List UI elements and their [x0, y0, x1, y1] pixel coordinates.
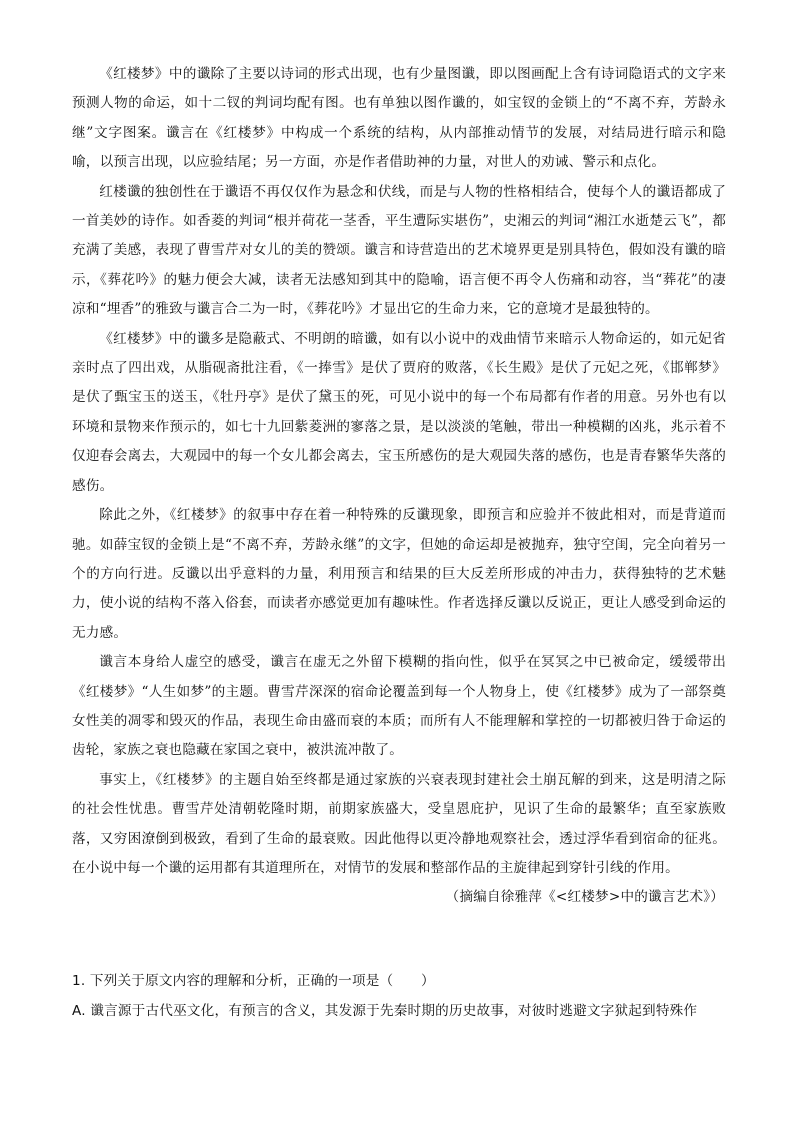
paragraph: 《红楼梦》中的谶多是隐蔽式、不明朗的暗谶，如有以小说中的戏曲情节来暗示人物命运的，如元妃省亲时点了四出戏，从脂砚斋批注看，《一捧雪》是伏了贾府的败落，《长生殿》是伏了元妃之死，《邯郸梦》是伏了甄宝玉的送玉，《牡丹亭》是伏了黛玉的死，可见小说中的每一个布局都有作者的用意。另外也有以环境和景物来作预示的，如七十九回紫菱洲的寥落之景，是以淡淡的笔触，带出一种模糊的凶兆，兆示着不仅迎春会离去，大观园中的每一个女儿都会离去，宝玉所感伤的是大观园失落的感伤，也是青春繁华失落的感伤。: [72, 330, 726, 494]
paragraph: 红楼谶的独创性在于谶语不再仅仅作为悬念和伏线，而是与人物的性格相结合，使每个人的谶语都成了一首美妙的诗作。如香菱的判词“根并荷花一茎香，平生遭际实堪伤”，史湘云的判词“湘江水逝楚云飞”，都充满了美感，表现了曹雪芹对女儿的美的赞颂。谶言和诗营造出的艺术境界更是别具特色，假如没有谶的暗示，《葬花吟》的魅力便会大减，读者无法感知到其中的隐喻，语言便不再令人伤痛和动容，当“葬花”的凄凉和“埋香”的雅致与谶言合二为一时，《葬花吟》才显出它的生命力来，它的意境才是最独特的。: [72, 183, 726, 318]
paragraph: 事实上，《红楼梦》的主题自始至终都是通过家族的兴衰表现封建社会土崩瓦解的到来，这是明清之际的社会性忧患。曹雪芹处清朝乾隆时期，前期家族盛大，受皇恩庇护，见识了生命的最繁华；直至家族败落，又穷困潦倒到极致，看到了生命的最衰败。因此他得以更冷静地观察社会，透过浮华看到宿命的征兆。在小说中每一个谶的运用都有其道理所在，对情节的发展和整部作品的主旋律起到穿针引线的作用。: [72, 771, 726, 876]
question-section: [72, 966, 726, 1026]
source-citation: （摘编自徐雅萍《<红楼梦>中的谶言艺术》）: [445, 889, 724, 906]
question-stem: 1. 下列关于原文内容的理解和分析，正确的一项是（ ）: [72, 973, 435, 989]
article-body: [72, 60, 726, 913]
answer-option-a: A. 谶言源于古代巫文化，有预言的含义，其发源于先秦时期的历史故事，对彼时逃避文字狱起到特殊作: [72, 1003, 698, 1019]
paragraph: 谶言本身给人虚空的感受，谶言在虚无之外留下模糊的指向性，似乎在冥冥之中已被命定，缓缓带出《红楼梦》“人生如梦”的主题。曹雪芹深深的宿命论覆盖到每一个人物身上，使《红楼梦》成为了一部祭奠女性美的凋零和毁灭的作品，表现生命由盛而衰的本质；而所有人不能理解和掌控的一切都被归咎于命运的齿轮，家族之衰也隐藏在家国之衰中，被洪流冲散了。: [72, 654, 726, 759]
paragraph: 《红楼梦》中的谶除了主要以诗词的形式出现，也有少量图谶，即以图画配上含有诗词隐语式的文字来预测人物的命运，如十二钗的判词均配有图。也有单独以图作谶的，如宝钗的金锁上的“不离不弃，芳龄永继”文字图案。谶言在《红楼梦》中构成一个系统的结构，从内部推动情节的发展，对结局进行暗示和隐喻，以预言出现，以应验结尾；另一方面，亦是作者借助神的力量，对世人的劝诫、警示和点化。: [72, 66, 726, 171]
paragraph: 除此之外，《红楼梦》的叙事中存在着一种特殊的反谶现象，即预言和应验并不彼此相对，而是背道而驰。如薛宝钗的金锁上是“不离不弃，芳龄永继”的文字，但她的命运却是被抛弃，独守空闺，完全向着另一个的方向行进。反谶以出乎意料的力量，利用预言和结果的巨大反差所形成的冲击力，获得独特的艺术魅力，使小说的结构不落入俗套，而读者亦感觉更加有趣味性。作者选择反谶以反说正，更让人感受到命运的无力感。: [72, 507, 726, 641]
